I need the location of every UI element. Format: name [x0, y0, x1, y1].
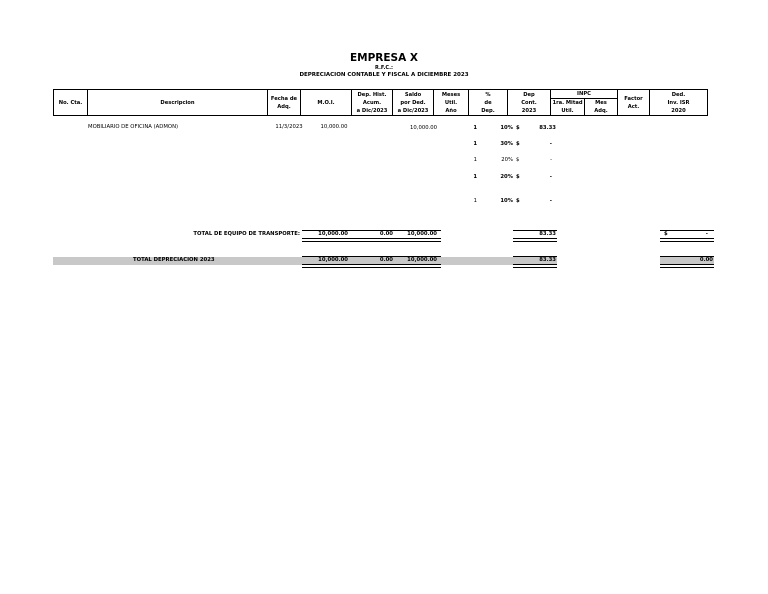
header-inpc-mes: Mes Adq.	[585, 99, 618, 116]
row-5-currency: $	[516, 198, 520, 204]
header-factor: Factor Act.	[618, 90, 650, 116]
header-meses: Meses Util. Año	[434, 90, 469, 116]
header-table	[53, 89, 708, 116]
header-ded-inv: Ded. Inv. ISR 2020	[650, 90, 708, 116]
row-4-pct: 20%	[500, 174, 513, 180]
total-dep-dep-bottom-rule	[513, 264, 557, 268]
header-inpc-mitad: 1ra. Mitad Util.	[552, 100, 583, 114]
header-dep-hist: Dep. Hist. Acum. a Dic/2023	[352, 90, 393, 116]
row-1-descripcion: MOBILIARIO DE OFICINA (ADMON)	[88, 124, 179, 130]
header-inpc: INPC	[551, 90, 618, 99]
total-dep-dep-hist: 0.00	[379, 257, 393, 263]
row-2-currency: $	[516, 141, 520, 147]
row-2-meses: 1	[473, 141, 477, 147]
header-moi: M.O.I.	[301, 90, 352, 116]
row-3-pct: 20%	[501, 157, 513, 163]
total-equipo-ded-bottom-rule	[660, 238, 714, 242]
header-descripcion: Descripcion	[88, 90, 268, 116]
header-pct: % de Dep.	[469, 90, 508, 116]
row-5-pct: 10%	[500, 198, 513, 204]
header-fecha: Fecha de Adq.	[268, 90, 301, 116]
row-1-dep: 83.33	[539, 125, 556, 131]
row-4-dep: -	[549, 174, 552, 180]
row-2-dep: -	[549, 141, 552, 147]
total-dep-moi: 10,000.00	[318, 257, 348, 263]
total-dep-bottom-rule	[302, 264, 441, 268]
row-3-meses: 1	[473, 157, 477, 163]
total-equipo-dep: 83.33	[539, 231, 556, 237]
row-1-currency: $	[516, 125, 520, 131]
header-saldo: Saldo por Ded. a Dic/2023	[393, 90, 434, 116]
total-equipo-saldo: 10,000.00	[407, 231, 437, 237]
total-equipo-dep-bottom-rule	[513, 238, 557, 242]
row-3-currency: $	[516, 157, 520, 163]
total-equipo-dep-hist: 0.00	[379, 231, 393, 237]
total-equipo-ded: -	[705, 231, 708, 237]
rfc-label: R.F.C.:	[375, 65, 393, 71]
report-subtitle: DEPRECIACION CONTABLE Y FISCAL A DICIEMBRE 2023	[299, 72, 469, 78]
total-equipo-bottom-rule	[302, 238, 441, 242]
row-1-meses: 1	[473, 125, 477, 131]
total-equipo-ded-currency: $	[664, 231, 668, 237]
total-dep-saldo: 10,000.00	[407, 257, 437, 263]
total-dep-dep: 83.33	[539, 257, 556, 263]
row-1-pct: 10%	[500, 125, 513, 131]
row-1-moi: 10,000.00	[320, 124, 348, 130]
total-dep-ded: 0.00	[699, 257, 713, 263]
row-1-saldo: 10,000.00	[410, 125, 437, 131]
total-dep-label: TOTAL DEPRECIACION 2023	[133, 257, 215, 263]
row-5-dep: -	[549, 198, 552, 204]
total-equipo-moi: 10,000.00	[318, 231, 348, 237]
header-no-cta: No. Cta.	[54, 90, 88, 116]
total-dep-ded-bottom-rule	[660, 264, 714, 268]
row-4-currency: $	[516, 174, 520, 180]
row-4-meses: 1	[473, 174, 477, 180]
header-dep-cont: Dep Cont. 2023	[508, 90, 551, 116]
company-title: EMPRESA X	[349, 52, 418, 64]
row-3-dep: -	[550, 157, 552, 163]
row-2-pct: 30%	[500, 141, 513, 147]
total-equipo-label: TOTAL DE EQUIPO DE TRANSPORTE:	[193, 231, 300, 237]
row-5-meses: 1	[473, 198, 477, 204]
row-1-fecha: 11/3/2023	[275, 124, 303, 130]
